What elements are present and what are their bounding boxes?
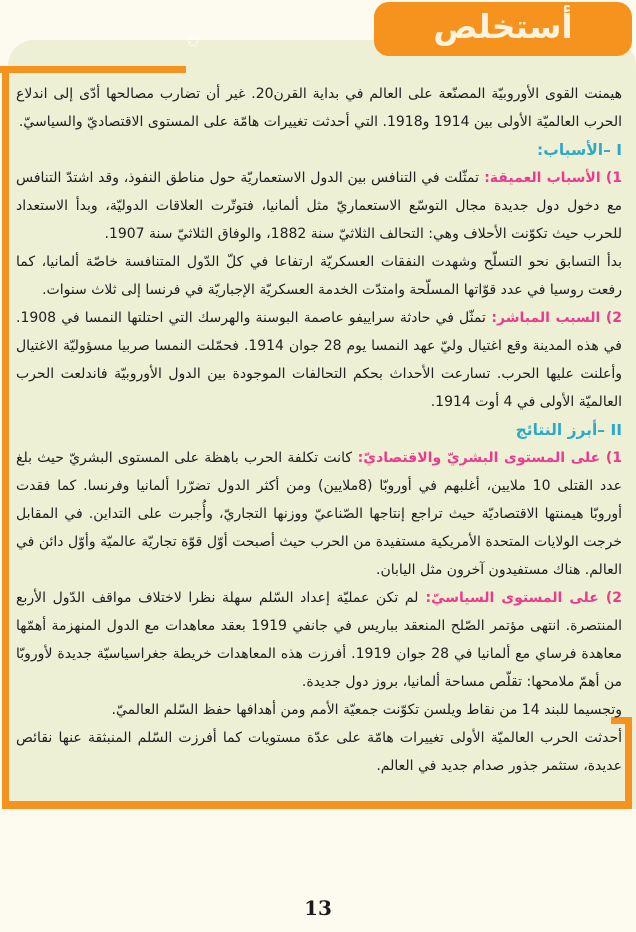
lesson-title-tab [374, 2, 632, 56]
paragraph-human-economic [16, 444, 622, 584]
section-heading-causes: I –الأسباب: [537, 141, 622, 159]
subheading-deep-causes: 1) الأسباب العميقة: [484, 170, 622, 186]
star-icon: ✩ [186, 32, 201, 52]
paragraph-text: تمثّل في حادثة سراييفو عاصمة البوسنة والهرسك التي احتلتها النمسا في 1908. في هذه المدينة وقع اغتيال وليّ عهد النمسا يوم 28 جوان 1914. فحمّلت النمسا صربيا مسؤوليّة الاغتيال وأعلنت عليها الحرب. تسارعت الأحداث بحكم التحالفات الموجودة بين الدول الأوروبيّة فاندلعت الحرب العالميّة الأولى في 4 أوت 1914. [16, 310, 622, 410]
frame-border-right [625, 717, 632, 809]
subheading-political: 2) على المستوى السياسيّ: [425, 590, 622, 606]
frame-border-bottom [2, 801, 632, 809]
paragraph-league-of-nations: وتجسيما للبند 14 من نقاط ويلسن تكوّنت جمعيّة الأمم ومن أهدافها حفظ السّلم العالميّ. [111, 702, 622, 718]
subheading-direct-cause: 2) السبب المباشر: [491, 310, 622, 326]
paragraph-direct-cause [16, 304, 622, 416]
frame-border-left [2, 66, 9, 809]
section-heading-results: II –أبرز النتائج [515, 421, 622, 439]
conclusion-paragraph: أحدثت الحرب العالميّة الأولى تغييرات هامّة على عدّة مستويات كما أفرزت السّلم المنبثقة عنها نقائص عديدة، ستثمر جذور صدام جديد في العالم. [16, 730, 622, 774]
page-number: 13 [304, 896, 332, 920]
paragraph-political [16, 584, 622, 696]
paragraph-deep-causes [16, 164, 622, 248]
paragraph-text: كانت تكلفة الحرب باهظة على المستوى البشريّ حيث بلغ عدد القتلى 10 ملايين، أغلبهم في أوروبّا (8ملايين) ومن أكثر الدول تضرّرا ألمانيا وفرنسا. كما فقدت أوروبّا هيمنتها الاقتصاديّة حيث تراجع إنتاجها الصّناعيّ ووزنها التجاريّ، وأُجبرت على التداين. في المقابل خرجت الولايات المتحدة الأمريكية مستفيدة من الحرب حيث أصبحت أوّل قوّة تجاريّة عالميّة وأوّل دائن في العالم. هناك مستفيدون آخرون مثل اليابان. [16, 450, 622, 578]
paragraph-text: تمثّلت في التنافس بين الدول الاستعماريّة حول مناطق النفوذ، وقد اشتدّ التنافس مع دخول دول جديدة مجال التوسّع الاستعماريّ مثل ألمانيا، فتوتّرت العلاقات الدوليّة، وبدأ الاستعداد للحرب حيث تكوّنت الأحلاف وهي: التحالف الثلاثيّ سنة 1882، والوفاق الثلاثيّ سنة 1907. [16, 170, 622, 242]
paragraph-text: لم تكن عمليّة إعداد السّلم سهلة نظرا لاختلاف مواقف الدّول الأربع المنتصرة. انتهى مؤتمر الصّلح المنعقد بباريس في جانفي 1919 بعقد معاهدات مع الدول المنهزمة أهمّها معاهدة فرساي مع ألمانيا في 28 جوان 1919. أفرزت هذه المعاهدات خريطة جغراسياسيّة جديدة لأوروبّا من أهمّ ملامحها: تقلّص مساحة ألمانيا، بروز دول جديدة. [16, 590, 622, 690]
page-title: أستخلص [433, 6, 573, 46]
frame-border-top-left [0, 66, 186, 73]
lesson-text [16, 80, 622, 780]
intro-paragraph: هيمنت القوى الأوروبيّة المصنّعة على العالم في بداية القرن20. غير أن تضارب مصالحها أدّى إلى اندلاع الحرب العالميّة الأولى بين 1914 و1918. التي أحدثت تغييرات هامّة على المستوى الاقتصاديّ والسياسيّ. [16, 86, 622, 130]
subheading-human-economic: 1) على المستوى البشريّ والاقتصاديّ: [357, 450, 622, 466]
paragraph-arms-race: بدأ التسابق نحو التسلّح وشهدت النفقات العسكريّة ارتفاعا في كلّ الدّول المتنافسة خاصّة ألمانيا، كما رفعت روسيا في عدد قوّاتها المسلّحة وامتدّت الخدمة العسكريّة الإجباريّة في فرنسا إلى ثلاث سنوات. [16, 254, 622, 298]
